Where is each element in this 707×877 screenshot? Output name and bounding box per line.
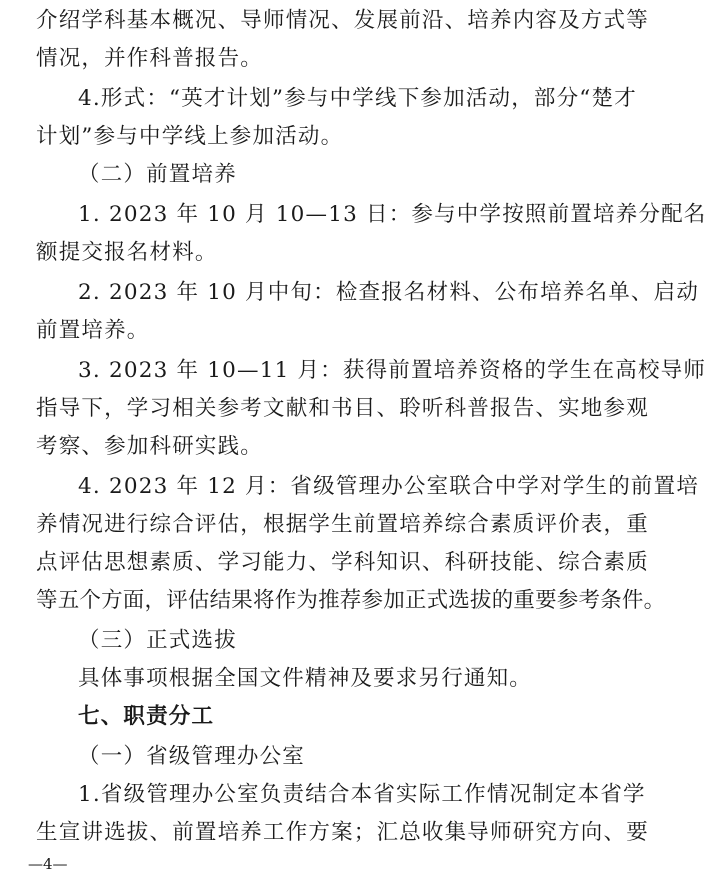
section-heading: （一）省级管理办公室 xyxy=(78,744,306,769)
page-number: —4— xyxy=(28,855,68,873)
paragraph-line: 4. 2023 年 12 月：省级管理办公室联合中学对学生的前置培 xyxy=(78,474,700,499)
paragraph-line: 具体事项根据全国文件精神及要求另行通知。 xyxy=(78,666,533,691)
chapter-heading: 七、职责分工 xyxy=(78,704,215,729)
paragraph-line: 养情况进行综合评估，根据学生前置培养综合素质评价表，重 xyxy=(36,512,649,537)
paragraph-line: 介绍学科基本概况、导师情况、发展前沿、培养内容及方式等 xyxy=(36,8,649,33)
paragraph-line: 3. 2023 年 10—11 月：获得前置培养资格的学生在高校导师 xyxy=(78,358,707,383)
section-heading: （二）前置培养 xyxy=(78,162,237,187)
paragraph-line: 等五个方面，评估结果将作为推荐参加正式选拔的重要参考条件。 xyxy=(36,588,666,613)
paragraph-line: 考察、参加科研实践。 xyxy=(36,434,264,459)
paragraph-line: 4.形式：“英才计划”参与中学线下参加活动，部分“楚才 xyxy=(78,86,637,111)
paragraph-line: 指导下，学习相关参考文献和书目、聆听科普报告、实地参观 xyxy=(36,396,649,421)
paragraph-line: 2. 2023 年 10 月中旬：检查报名材料、公布培养名单、启动 xyxy=(78,280,700,305)
paragraph-line: 前置培养。 xyxy=(36,318,150,343)
paragraph-line: 点评估思想素质、学习能力、学科知识、科研技能、综合素质 xyxy=(36,550,649,575)
paragraph-line: 1. 2023 年 10 月 10—13 日：参与中学按照前置培养分配名 xyxy=(78,202,707,227)
paragraph-line: 额提交报名材料。 xyxy=(36,240,218,265)
paragraph-line: 生宣讲选拔、前置培养工作方案；汇总收集导师研究方向、要 xyxy=(36,820,649,845)
paragraph-line: 计划”参与中学线上参加活动。 xyxy=(36,124,344,149)
paragraph-line: 1.省级管理办公室负责结合本省实际工作情况制定本省学 xyxy=(78,782,646,807)
paragraph-line: 情况，并作科普报告。 xyxy=(36,46,264,71)
section-heading: （三）正式选拔 xyxy=(78,628,237,653)
